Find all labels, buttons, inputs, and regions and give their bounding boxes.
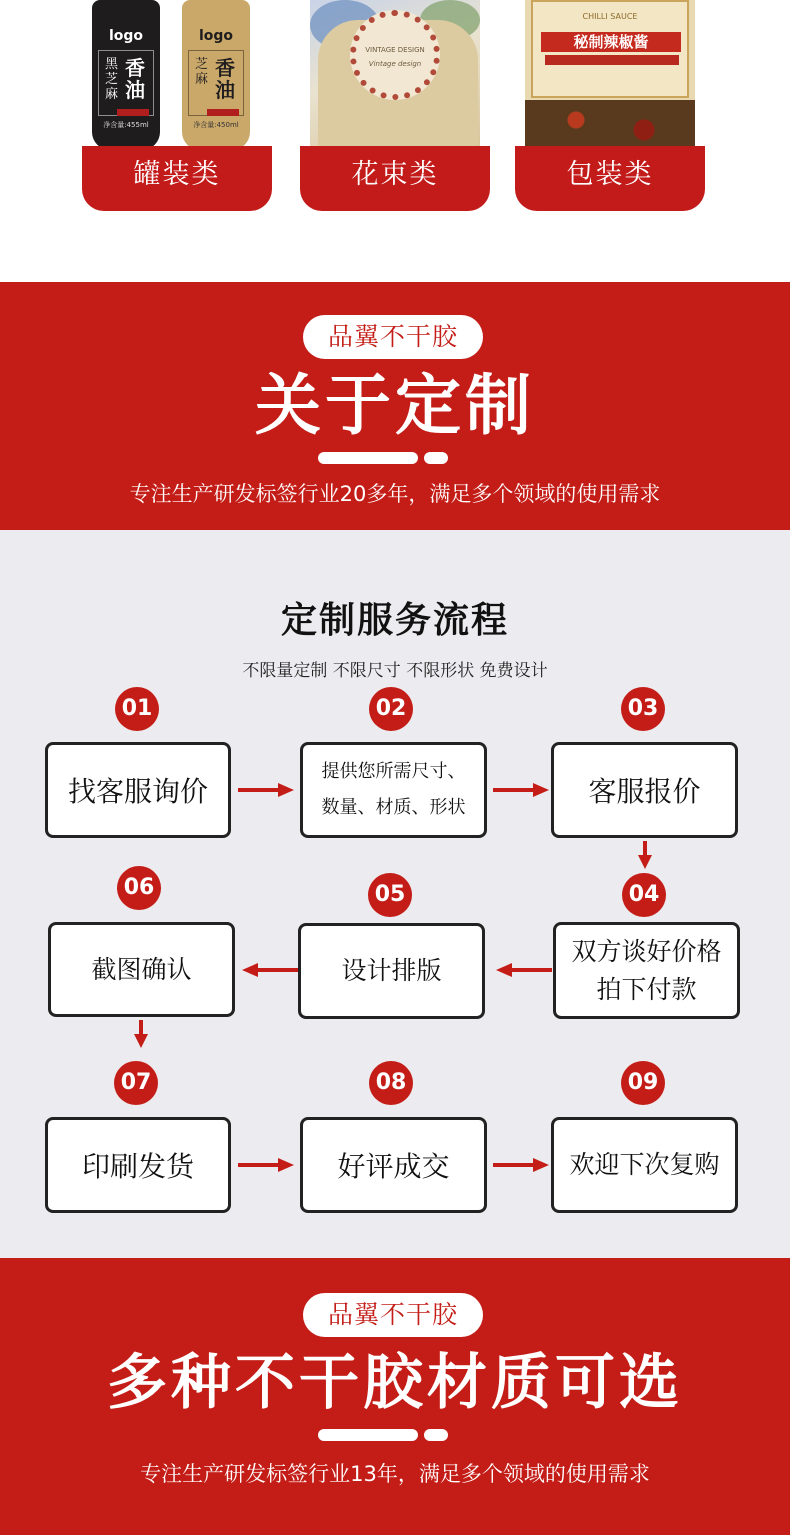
arrow-left-icon xyxy=(496,963,552,977)
badge-text: VINTAGE DESIGN xyxy=(365,46,425,54)
category-button-package[interactable]: 包装类 xyxy=(515,146,705,211)
bouquet-image xyxy=(310,0,480,150)
step-number-03: 03 xyxy=(621,687,665,731)
category-button-bouquet[interactable]: 花束类 xyxy=(300,146,490,211)
step-box-05 xyxy=(298,923,485,1019)
bottle-black xyxy=(92,0,160,150)
step-box-01 xyxy=(45,742,231,838)
bottle-small-text: 黑芝麻 xyxy=(105,57,119,102)
step-box-03 xyxy=(551,742,738,838)
jar-title: 秘制辣椒酱 xyxy=(541,32,681,52)
category-image-bouquet xyxy=(310,0,480,160)
step-number-05: 05 xyxy=(368,873,412,917)
jar-label xyxy=(531,0,689,98)
about-banner xyxy=(0,282,790,530)
step-text: 印刷发货 xyxy=(81,1150,194,1183)
sauce-jar-image xyxy=(525,0,695,150)
bottle-net: 净含量:455ml xyxy=(103,121,149,129)
jar-sub-text: CHILLI SAUCE xyxy=(582,12,638,21)
bottle-small-text: 芝麻 xyxy=(195,57,209,87)
category-section xyxy=(0,0,790,282)
banner-description: 专注生产研发标签行业20多年，满足多个领域的使用需求 xyxy=(129,482,661,506)
bottle-big-text: 香油 xyxy=(125,56,145,102)
arrow-down-icon xyxy=(134,1020,148,1048)
category-card-bouquet[interactable] xyxy=(300,0,490,212)
step-text: 找客服询价 xyxy=(67,775,208,808)
category-image-bottles xyxy=(92,0,262,160)
step-box-09 xyxy=(551,1117,738,1213)
decor-bar xyxy=(318,452,418,464)
step-number-02: 02 xyxy=(369,687,413,731)
banner-heading: 关于定制 xyxy=(255,367,535,444)
step-number-08: 08 xyxy=(369,1061,413,1105)
arrow-right-icon xyxy=(238,783,294,797)
materials-banner xyxy=(0,1258,790,1535)
jar-strip xyxy=(545,55,679,65)
brand-pill: 品翼不干胶 xyxy=(303,315,483,359)
bottle-tag xyxy=(207,109,239,116)
bottle-label xyxy=(98,50,154,116)
step-text: 提供您所需尺寸、 xyxy=(321,761,466,782)
chili-contents xyxy=(525,100,695,150)
arrow-right-icon xyxy=(493,783,549,797)
process-section xyxy=(0,530,790,1258)
step-number-09: 09 xyxy=(621,1061,665,1105)
bottle-logo: logo xyxy=(198,28,234,44)
step-text: 好评成交 xyxy=(337,1150,450,1183)
step-box-07 xyxy=(45,1117,231,1213)
process-subtitle: 不限量定制 不限尺寸 不限形状 免费设计 xyxy=(242,661,548,681)
bottle-tag xyxy=(117,109,149,116)
bottle-gold xyxy=(182,0,250,150)
decor-bar xyxy=(318,1429,418,1441)
arrow-down-icon xyxy=(638,841,652,869)
step-text: 截图确认 xyxy=(91,954,192,984)
bottle-big-text: 香油 xyxy=(215,56,235,102)
bottle-logo: logo xyxy=(108,28,144,44)
decor-bar-short xyxy=(424,1429,448,1441)
step-text: 数量、材质、形状 xyxy=(321,797,466,818)
step-number-07: 07 xyxy=(114,1061,158,1105)
decor-bar-short xyxy=(424,452,448,464)
step-text: 设计排版 xyxy=(341,956,442,985)
flower-badge xyxy=(350,10,440,100)
step-text: 双方谈好价格 xyxy=(571,936,722,966)
arrow-right-icon xyxy=(238,1158,294,1172)
step-text: 欢迎下次复购 xyxy=(569,1150,720,1179)
category-image-package xyxy=(525,0,695,160)
step-box-04 xyxy=(553,922,740,1019)
category-card-package[interactable] xyxy=(515,0,705,212)
step-box-06 xyxy=(48,922,235,1017)
banner-heading: 多种不干胶材质可选 xyxy=(107,1348,683,1418)
bottle-net: 净含量:450ml xyxy=(193,121,239,129)
arrow-left-icon xyxy=(242,963,298,977)
bottle-label xyxy=(188,50,244,116)
step-number-06: 06 xyxy=(117,866,161,910)
step-box-08 xyxy=(300,1117,487,1213)
step-box-02 xyxy=(300,742,487,838)
step-text: 拍下付款 xyxy=(596,974,697,1004)
step-number-01: 01 xyxy=(115,687,159,731)
category-card-jar[interactable] xyxy=(82,0,272,212)
step-number-04: 04 xyxy=(622,873,666,917)
process-title: 定制服务流程 xyxy=(280,600,509,641)
arrow-right-icon xyxy=(493,1158,549,1172)
brand-pill: 品翼不干胶 xyxy=(303,1293,483,1337)
category-button-jar[interactable]: 罐装类 xyxy=(82,146,272,211)
banner-description: 专注生产研发标签行业13年，满足多个领域的使用需求 xyxy=(140,1462,650,1486)
badge-text: Vintage design xyxy=(368,60,422,68)
step-text: 客服报价 xyxy=(588,775,701,808)
